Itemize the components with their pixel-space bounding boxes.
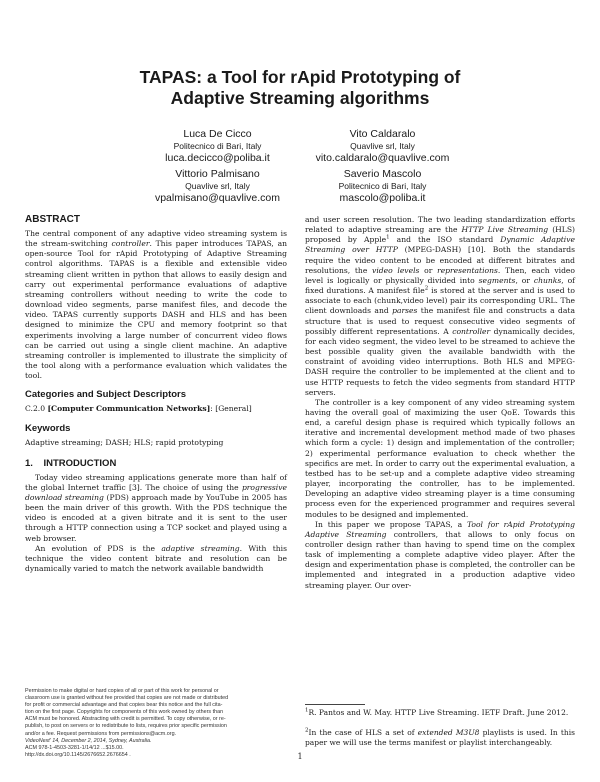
footnote-rule: [305, 704, 365, 705]
intro-paragraph-1: Today video streaming applications generate more than half of the global Internet traffic [3]. The choice of using the progressive download streaming (PDS) approach made by YouTube in 2005 has been the main driver of this growth. With the PDS technique the video is encoded at a given bitrate and it is sent to the user through a HTTP connection using a TCP socket and played using a web browser.: [25, 472, 288, 543]
introduction-heading: 1. INTRODUCTION: [25, 457, 117, 469]
categories-heading: Categories and Subject Descriptors: [25, 389, 187, 401]
intro-paragraph-2: An evolution of PDS is the adaptive streaming. With this technique the video content bitrate and resolution can be dynamically varied to match the network available bandwidth: [25, 543, 287, 574]
paper-title: [0, 67, 600, 109]
author-name: Vito Caldaralo: [349, 128, 416, 140]
author-email: luca.decicco@poliba.it: [165, 152, 270, 164]
copyright-notice: Permission to make digital or hard copies of all or part of this work for personal or classroom use is granted without fee provided that copies are not made or distributed for profit or commercial advantage and that copies bear this notice and the full cita- tion on the first page. Copyrights for components of this work owned by others than ACM must be honored. Abstracting with credit is permitted. To copy otherwise, or re- publish, to post on servers or to redistribute to lists, requires prior specific permission and/or a fee. Request permissions from permissions@acm.org. VideoNext' 14, December 2, 2014, Sydney, Australia. ACM 978-1-4503-3281-1/14/12 ...$15.00. http://dx.doi.org/10.1145/2676652.2676654 .: [25, 688, 229, 758]
abstract-paragraph: The central component of any adaptive video streaming system is the stream-switching controller. This paper introduces TAPAS, an open-source Tool for rApid Prototyping of Adaptive Streaming control algorithms. TAPAS is a flexible and extensible video streaming client written in python that allows to easily design and carry out experimental performance evaluations of adaptive streaming controllers without needing to write the code to download video segments, parse manifest files, and decode the video. TAPAS currently supports DASH and HLS and has been designed to minimize the CPU and memory footprint so that experiments involving a large number of concurrent video flows can be carried out using a single client machine. An adaptive streaming controller is implemented to illustrate the simplicity of the tool along with a performance evaluation which validates the tool.: [25, 229, 287, 381]
right-paragraph-2: The controller is a key component of any video streaming system having the overall goal of maximizing the user QoE. Towards this end, a careful design phase is required which typically follows an iterative and incremental development method made of two phases which form a cycle: 1) design and implementation of the controller; 2) experimental performance evaluation to check whether the specifics are met. In order to carry out the experimental evaluation, a testbed has to be set-up and a complete adaptive video streaming player, incorporating the controller, has to be implemented. Developing an adaptive video streaming player is a time consuming process even for the experienced programmer and requires several modules to be designed and implemented.: [305, 397, 575, 519]
title-line-2: Adaptive Streaming algorithms: [170, 88, 430, 108]
author-block: [145, 168, 290, 205]
author-name: Saverio Mascolo: [343, 168, 422, 180]
author-affiliation: Quavlive srl, Italy: [350, 141, 415, 151]
author-email: mascolo@poliba.it: [339, 192, 426, 204]
keywords-heading: Keywords: [25, 422, 71, 434]
abstract-heading: ABSTRACT: [25, 214, 80, 225]
author-block: [150, 128, 285, 165]
author-affiliation: Quavlive srl, Italy: [185, 181, 250, 191]
categories-text: C.2.0 [Computer Communication Networks]: [General]: [25, 404, 252, 414]
author-affiliation: Politecnico di Bari, Italy: [338, 181, 427, 191]
page-number: 1: [297, 752, 303, 761]
keywords-text: Adaptive streaming; DASH; HLS; rapid prototyping: [25, 437, 224, 447]
author-name: Luca De Cicco: [183, 128, 252, 140]
author-email: vito.caldaralo@quavlive.com: [315, 152, 450, 164]
author-email: vpalmisano@quavlive.com: [154, 192, 281, 204]
title-line-1: TAPAS: a Tool for rApid Prototyping of: [139, 67, 461, 87]
author-block: [295, 128, 470, 165]
author-block: [315, 168, 450, 205]
author-affiliation: Politecnico di Bari, Italy: [173, 141, 262, 151]
right-paragraph-1: and user screen resolution. The two leading standardization efforts related to adaptive streaming are the HTTP Live Streaming (HLS) proposed by Apple$^1$ and the ISO standard Dynamic Adaptive Streaming over HTTP (MPEG-DASH) [10]. Both the standards require the video content to be encoded at different bitrates and resolutions, the video levels or representations. Then, each video level is logically or physically divided into segments, or chunks, of fixed durations. A manifest file$^2$ is stored at the server and is used to associate to each (chunk,video level) pair its corresponding URL. The client downloads and parses the manifest file and constructs a data structure that is used to request consecutive video segments of possibly different representations. A controller dynamically decides, for each video segment, the video level to be streamed to achieve the best possible quality given the available bandwidth with the constraint of avoiding video interruptions. Both HLS and MPEG-DASH require the controller to be implemented at the client and to use HTTP requests to fetch the video segments from standard HTTP servers.: [305, 215, 576, 397]
footnote-1: $^1$R. Pantos and W. May. HTTP Live Streaming. IETF Draft. June 2012.: [305, 707, 569, 717]
footnote-2: $^2$In the case of HLS a set of extended M3U8 playlists is used. In this paper we will use the terms manifest or playlist interchangeably.: [305, 727, 576, 747]
right-column: [305, 215, 575, 591]
author-name: Vittorio Palmisano: [175, 168, 260, 180]
right-paragraph-3: In this paper we propose TAPAS, a Tool for rApid Prototyping Adaptive Streaming controllers, that allows to only focus on controller design rather than having to spend time on the complex task of implementing a complete adaptive video player. After the design and experimentation phase is completed, the controller can be implemented and integrated in a production adaptive video streaming player. Our over-: [305, 519, 575, 590]
left-column: [25, 214, 287, 574]
